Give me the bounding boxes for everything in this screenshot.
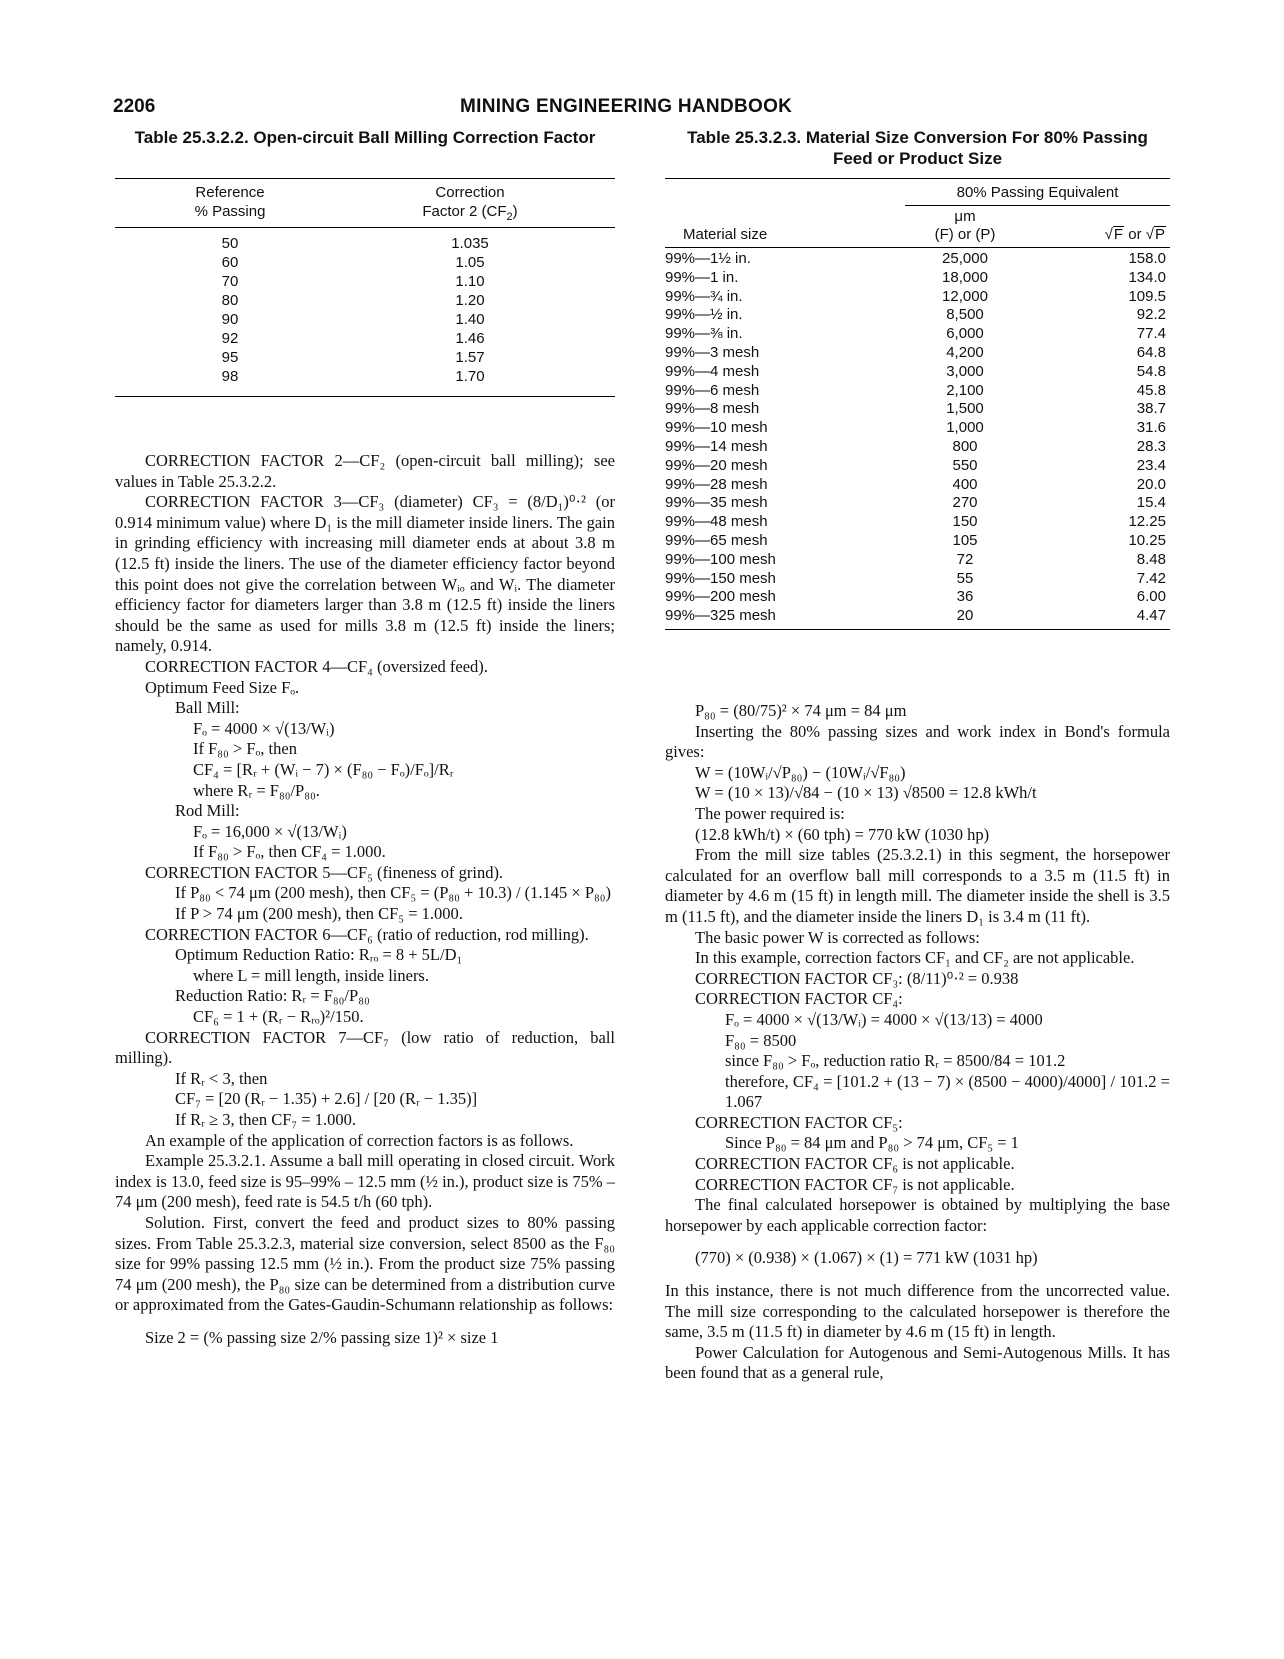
table2-cell-material: 99%—28 mesh (665, 475, 768, 493)
table2-cell-root: 54.8 (1136, 362, 1166, 380)
para-cf3: CORRECTION FACTOR 3—CF₃ (diameter) CF₃ = (8/D₁)⁰·² (or 0.914 minimum value) where D₁ is the mill diameter inside liners. The gain in grinding efficiency with increasing mill diameter ends at about 3.8 m (12.5 ft) inside the liners. The use of the diameter efficiency factor beyond this point does not give the correlation between Wᵢₒ and Wᵢ. The diameter efficiency factor for diameters larger than 3.8 m (12.5 ft) inside the liners should be the same as used for mills 3.8 m (12.5 ft) inside the liners; namely, 0.914. (115, 492, 615, 656)
table1-cell-factor: 1.46 (455, 330, 485, 347)
para-mill-size: From the mill size tables (25.3.2.1) in this segment, the horsepower calculated for an overflow ball mill corresponds to a 3.5 m (11.5 ft) in diameter by 4.6 m (15 ft) in length mill. The diameter inside the shell is 3.5 m (11.5 ft), and the diameter inside the liners D₁ is 3.4 m (11 ft). (665, 845, 1170, 926)
eq-f80: F₈₀ = 8500 (725, 1030, 797, 1050)
rod-mill-label: Rod Mill: (175, 801, 240, 821)
table2-cell-material: 99%—8 mesh (665, 400, 760, 418)
table1-row (115, 329, 615, 348)
table2-cell-root: 12.25 (1128, 513, 1166, 531)
table2-cell-material: 99%—200 mesh (665, 588, 776, 606)
para-cf2: CORRECTION FACTOR 2—CF₂ (open-circuit ball milling); see values in Table 25.3.2.2. (115, 451, 615, 491)
table2-cell-micrometers: 4,200 (946, 343, 984, 361)
table2-cell-micrometers: 12,000 (942, 287, 988, 305)
eq-since: since F₈₀ > Fₒ, reduction ratio Rᵣ = 8500/84 = 101.2 (725, 1051, 1066, 1071)
para-cf6: CORRECTION FACTOR 6—CF₆ (ratio of reduction, rod milling). (145, 924, 589, 944)
para-corrected: The basic power W is corrected as follows: (695, 927, 980, 947)
table2-col-material: Material size (683, 226, 768, 243)
cf5-heading: CORRECTION FACTOR CF₅: (695, 1112, 903, 1132)
table1-row (115, 234, 615, 253)
eq-ratio-where: where L = mill length, inside liners. (193, 965, 429, 985)
eq-rod-fo: Fₒ = 16,000 × √(13/Wᵢ) (193, 821, 347, 841)
table2-cell-micrometers: 800 (952, 437, 978, 455)
para-autogenous: Power Calculation for Autogenous and Semi-Autogenous Mills. It has been found that as a general rule, (665, 1342, 1170, 1383)
table2-row (665, 250, 1170, 269)
table2-cell-root: 77.4 (1136, 325, 1166, 343)
table1-cell-factor: 1.57 (455, 349, 485, 366)
table2-cell-material: 99%—1½ in. (665, 250, 751, 267)
eq-cf7-else: If Rᵣ ≥ 3, then CF₇ = 1.000. (175, 1110, 356, 1129)
table1-col-correction: Correction Factor 2 $(CF_2)$ (422, 184, 518, 223)
table1-cell-factor: 1.10 (455, 273, 485, 290)
table2-cell-root: 134.0 (1128, 268, 1166, 286)
table1-row (115, 291, 615, 310)
para-cf4: CORRECTION FACTOR 4—CF₄ (oversized feed). (145, 656, 488, 676)
table2-cell-root: 7.42 (1136, 569, 1166, 587)
cf7-not-applicable: CORRECTION FACTOR CF₇ is not applicable. (695, 1174, 1015, 1194)
table2-cell-micrometers: 72 (956, 550, 974, 568)
table2-cell-material: 99%—150 mesh (665, 569, 776, 587)
table2-row (665, 325, 1170, 344)
eq-rod-if: If F₈₀ > Fₒ, then CF₄ = 1.000. (193, 842, 386, 862)
table2-row (665, 288, 1170, 307)
table2-cell-micrometers: 105 (952, 531, 978, 549)
eq-size2: Size 2 = (% passing size 2/% passing size 1)² × size 1 (145, 1327, 499, 1347)
table2-row (665, 306, 1170, 325)
table2-cell-material: 99%—6 mesh (665, 381, 760, 399)
table2-cell-micrometers: 36 (956, 588, 974, 606)
table2-cell-material: 99%—65 mesh (665, 531, 768, 549)
table2-cell-root: 109.5 (1128, 287, 1166, 305)
table1-cell-reference: 60 (221, 254, 239, 271)
optimum-feed-size: Optimum Feed Size Fₒ. (145, 677, 300, 697)
ball-mill-label: Ball Mill: (175, 698, 240, 718)
table1-cell-reference: 92 (221, 330, 239, 347)
table2-row (665, 570, 1170, 589)
para-cf7: CORRECTION FACTOR 7—CF₇ (low ratio of reduction, ball milling). (115, 1027, 615, 1068)
table2-cell-material: 99%—1 in. (665, 268, 739, 286)
table1-cell-reference: 80 (221, 292, 239, 309)
table2-cell-root: 8.48 (1136, 550, 1166, 568)
table2-row (665, 476, 1170, 495)
table1-cell-reference: 95 (221, 349, 239, 366)
table2-row (665, 588, 1170, 607)
table2-cell-root: 28.3 (1136, 437, 1166, 455)
right-column (665, 701, 1170, 1384)
para-power-required: The power required is: (695, 803, 845, 823)
table2-span-header: 80% Passing Equivalent (905, 179, 1170, 206)
table1-row (115, 348, 615, 367)
table2-cell-material: 99%—20 mesh (665, 456, 768, 474)
table1-cell-factor: 1.05 (455, 254, 485, 271)
table2-cell-root: 15.4 (1136, 494, 1166, 512)
eq-cf4: CF₄ = [Rᵣ + (Wᵢ − 7) × (F₈₀ − Fₒ)/Fₒ]/Rᵣ (193, 759, 454, 779)
table2-cell-root: 64.8 (1136, 343, 1166, 361)
eq-optimum-ratio: Optimum Reduction Ratio: Rᵣₒ = 8 + 5L/D₁ (175, 945, 463, 965)
table1-row (115, 367, 615, 386)
table2-row (665, 494, 1170, 513)
table2-row (665, 344, 1170, 363)
table2-cell-micrometers: 20 (956, 607, 974, 625)
table2-row (665, 551, 1170, 570)
table1 (115, 178, 615, 397)
para-not-applicable: In this example, correction factors CF₁ and CF₂ are not applicable. (695, 948, 1135, 968)
para-example: Example 25.3.2.1. Assume a ball mill operating in closed circuit. Work index is 13.0, feed size is 95–99% – 12.5 mm (½ in.), product size is 75% –74 μm (200 mesh), feed rate is 54.5 t/h (60 tph). (115, 1151, 615, 1212)
table2-cell-root: 20.0 (1136, 475, 1166, 493)
eq-final-hp: (770) × (0.938) × (1.067) × (1) = 771 kW (1031 hp) (695, 1248, 1038, 1268)
table1-cell-reference: 98 (221, 368, 239, 385)
left-column (115, 451, 615, 1361)
table1-row (115, 253, 615, 272)
para-cf5: CORRECTION FACTOR 5—CF₅ (fineness of grind). (145, 862, 504, 882)
eq-reduction-ratio: Reduction Ratio: Rᵣ = F₈₀/P₈₀ (175, 986, 370, 1006)
table2-row (665, 457, 1170, 476)
table1-cell-reference: 70 (221, 273, 239, 290)
table2-cell-micrometers: 1,500 (946, 400, 984, 418)
table1-cell-factor: 1.70 (455, 368, 485, 385)
table2-col-micrometers: μm (F) or (P) (934, 208, 996, 243)
table2-cell-root: 23.4 (1136, 456, 1166, 474)
table2-caption: Table 25.3.2.3. Material Size Conversion For 80% Passing Feed or Product Size (687, 128, 1148, 168)
table2-cell-micrometers: 25,000 (942, 250, 988, 267)
table2-cell-micrometers: 2,100 (946, 381, 984, 399)
table1-row (115, 272, 615, 291)
table2-cell-material: 99%—48 mesh (665, 513, 768, 531)
table2-cell-material: 99%—½ in. (665, 306, 743, 324)
table2-cell-root: 6.00 (1136, 588, 1166, 606)
table2-header (665, 206, 1170, 248)
table2-cell-root: 10.25 (1128, 531, 1166, 549)
table2-body (665, 248, 1170, 629)
table2-row (665, 269, 1170, 288)
table2-cell-material: 99%—35 mesh (665, 494, 768, 512)
cf6-not-applicable: CORRECTION FACTOR CF₆ is not applicable. (695, 1154, 1015, 1174)
eq-cf5-else: If P > 74 μm (200 mesh), then CF₅ = 1.000. (175, 904, 463, 924)
eq-cf5-result: Since P₈₀ = 84 μm and P₈₀ > 74 μm, CF₅ = 1 (725, 1133, 1019, 1153)
para-inserting: Inserting the 80% passing sizes and work index in Bond's formula gives: (665, 721, 1170, 762)
eq-cf4-result: therefore, CF₄ = [101.2 + (13 − 7) × (8500 − 4000)/4000] / 101.2 = 1.067 (725, 1071, 1170, 1112)
eq-cf5-if: If P₈₀ < 74 μm (200 mesh), then CF₅ = (P₈₀ + 10.3) / (1.145 × P₈₀) (175, 883, 612, 903)
table2-cell-root: 4.47 (1136, 607, 1166, 625)
table2-cell-material: 99%—10 mesh (665, 419, 768, 437)
table2 (665, 178, 1170, 630)
para-example-intro: An example of the application of correction factors is as follows. (145, 1130, 574, 1150)
table2-cell-root: 92.2 (1136, 306, 1166, 324)
table2-cell-micrometers: 6,000 (946, 325, 984, 343)
table2-cell-micrometers: 550 (952, 456, 978, 474)
table2-cell-material: 99%—⅜ in. (665, 325, 743, 343)
eq-bond-formula: W = (10Wᵢ/√P₈₀) − (10Wᵢ/√F₈₀) (695, 762, 906, 782)
table2-cell-material: 99%—325 mesh (665, 607, 776, 625)
para-solution: Solution. First, convert the feed and product sizes to 80% passing sizes. From Table 25.3.2.3, material size conversion, select 8500 as the F₈₀ size for 99% passing 12.5 mm (½ in.). From the product size 75% passing 74 μm (200 mesh), the P₈₀ size can be determined from a distribution curve or approximated from the Gates-Gaudin-Schumann relationship as follows: (115, 1212, 615, 1315)
table1-row (115, 310, 615, 329)
eq-power: (12.8 kWh/t) × (60 tph) = 770 kW (1030 hp) (695, 824, 990, 844)
eq-cf3-result: CORRECTION FACTOR CF₃: (8/11)⁰·² = 0.938 (695, 968, 1019, 988)
table2-row (665, 607, 1170, 626)
eq-ball-fo: Fₒ = 4000 × √(13/Wᵢ) (193, 718, 335, 738)
table2-cell-root: 38.7 (1136, 400, 1166, 418)
eq-p80: P₈₀ = (80/75)² × 74 μm = 84 μm (695, 701, 907, 720)
table2-row (665, 400, 1170, 419)
table1-cell-factor: 1.035 (451, 235, 489, 252)
table1-caption: Table 25.3.2.2. Open-circuit Ball Milling Correction Factor (134, 128, 596, 147)
table2-row (665, 363, 1170, 382)
table2-cell-material: 99%—100 mesh (665, 550, 776, 568)
table2-cell-micrometers: 270 (952, 494, 978, 512)
table2-cell-micrometers: 150 (952, 513, 978, 531)
para-final-hp: The final calculated horsepower is obtained by multiplying the base horsepower by each applicable correction factor: (665, 1195, 1170, 1235)
table1-cell-factor: 1.40 (455, 311, 485, 328)
eq-cf7-if: If Rᵣ < 3, then (175, 1068, 268, 1088)
eq-cf7: CF₇ = [20 (Rᵣ − 1.35) + 2.6] / [20 (Rᵣ − 1.35)] (175, 1089, 478, 1109)
table1-header (115, 179, 615, 228)
table2-cell-micrometers: 400 (952, 475, 978, 493)
table2-cell-root: 158.0 (1128, 250, 1166, 267)
table2-cell-material: 99%—¾ in. (665, 287, 743, 305)
table2-row (665, 438, 1170, 457)
table2-row (665, 532, 1170, 551)
eq-bond-values: W = (10 × 13)/√84 − (10 × 13) √8500 = 12.8 kWh/t (695, 783, 1037, 803)
table2-cell-material: 99%—4 mesh (665, 362, 760, 380)
table2-row (665, 382, 1170, 401)
table2-cell-material: 99%—14 mesh (665, 437, 768, 455)
eq-fo-result: Fₒ = 4000 × √(13/Wᵢ) = 4000 × √(13/13) = 4000 (725, 1009, 1043, 1029)
running-head: MINING ENGINEERING HANDBOOK (460, 96, 793, 117)
page-number: 2206 (113, 96, 156, 117)
table2-cell-micrometers: 18,000 (942, 268, 988, 286)
table2-row (665, 419, 1170, 438)
table1-cell-factor: 1.20 (455, 292, 485, 309)
table2-cell-material: 99%—3 mesh (665, 343, 760, 361)
table2-cell-root: 31.6 (1136, 419, 1166, 437)
table1-col-reference: Reference % Passing (194, 184, 266, 220)
table2-row (665, 513, 1170, 532)
table1-cell-reference: 90 (221, 311, 239, 328)
eq-cf6: CF₆ = 1 + (Rᵣ − Rᵣₒ)²/150. (193, 1007, 364, 1027)
table1-body (115, 228, 615, 396)
eq-ball-if: If F₈₀ > Fₒ, then (193, 739, 297, 759)
table2-col-root: √F or √P (1104, 226, 1165, 243)
table1-cell-reference: 50 (221, 235, 239, 252)
table2-cell-micrometers: 55 (956, 569, 974, 587)
para-instance: In this instance, there is not much difference from the uncorrected value. The mill size corresponding to the calculated horsepower is therefore the same, 3.5 m (11.5 ft) in diameter by 4.6 m (15 ft) in length. (665, 1281, 1170, 1342)
eq-rr-where: where Rᵣ = F₈₀/P₈₀. (193, 780, 320, 800)
table2-cell-micrometers: 8,500 (946, 306, 984, 324)
table2-cell-micrometers: 3,000 (946, 362, 984, 380)
table2-cell-micrometers: 1,000 (946, 419, 984, 437)
cf4-heading: CORRECTION FACTOR CF₄: (695, 989, 903, 1009)
table2-cell-root: 45.8 (1136, 381, 1166, 399)
